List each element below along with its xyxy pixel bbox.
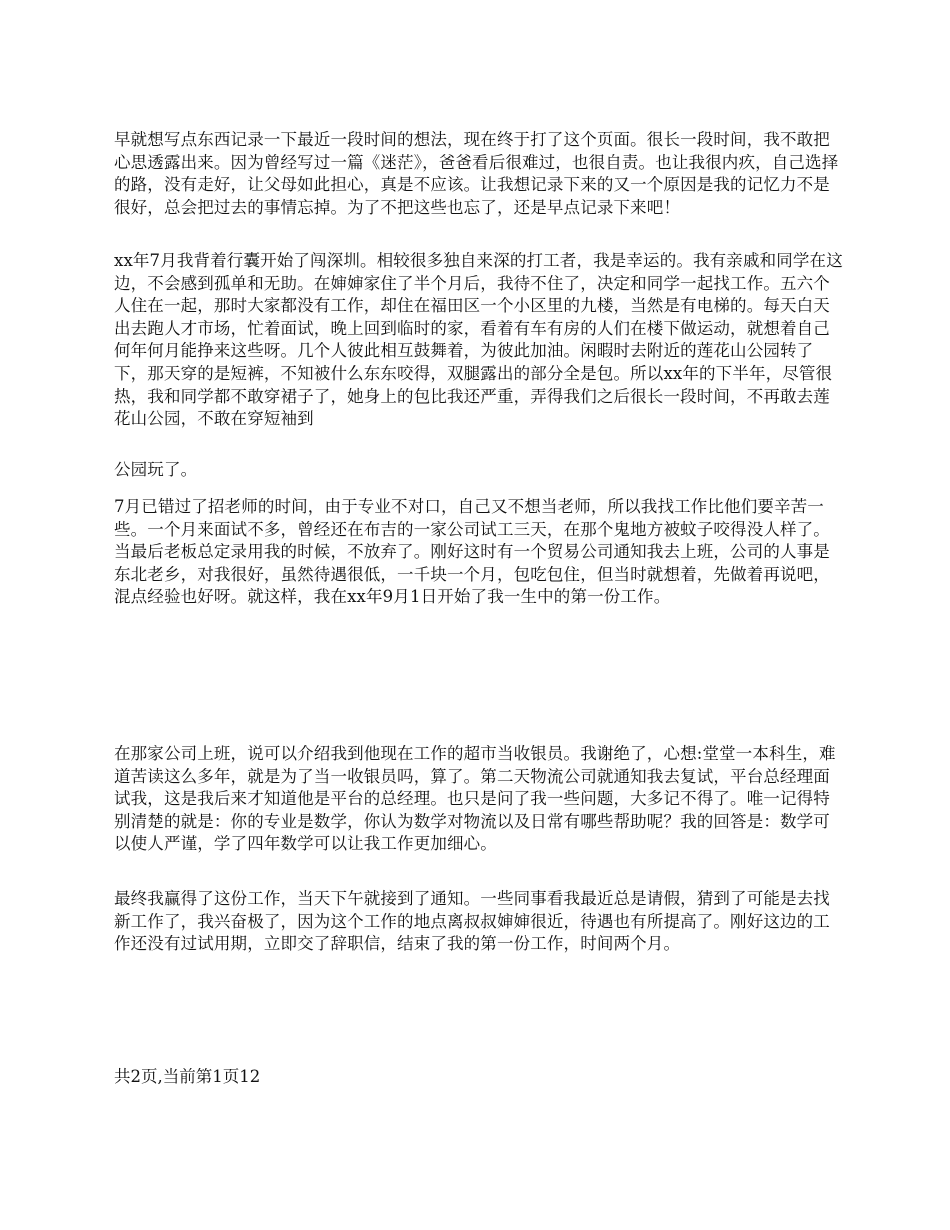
paragraph-interview: 在那家公司上班，说可以介绍我到他现在工作的超市当收银员。我谢绝了，心想:堂堂一本科生，难道苦读这么多年，就是为了当一收银员吗，算了。第二天物流公司就通知我去复试，平台总经理面试我，这是我后来才知道他是平台的总经理。也只是问了我一些问题，大多记不得了。唯一记得特别清楚的就是：你的专业是数学，你认为数学对物流以及日常有哪些帮助呢？我的回答是：数学可以使人严谨，学了四年数学可以让我工作更加细心。: [114, 744, 836, 854]
paragraph-shenzhen: xx年7月我背着行囊开始了闯深圳。相较很多独自来深的打工者，我是幸运的。我有亲戚和同学在这边，不会感到孤单和无助。在婶婶家住了半个月后，我待不住了，决定和同学一起找工作。五六个人住在一起，那时大家都没有工作，却住在福田区一个小区里的九楼，当然是有电梯的。每天白天出去跑人才市场，忙着面试，晚上回到临时的家，看着有车有房的人们在楼下做运动，就想着自己何年何月能挣来这些呀。几个人彼此相互鼓舞着，为彼此加油。闲暇时去附近的莲花山公园转了下，那天穿的是短裤，不知被什么东东咬得，双腿露出的部分全是包。所以xx年的下半年，尽管很热，我和同学都不敢穿裙子了，她身上的包比我还严重，弄得我们之后很长一段时间，不再敢去莲花山公园，不敢在穿短袖到: [114, 251, 843, 429]
paragraph-new-job: 最终我赢得了这份工作，当天下午就接到了通知。一些同事看我最近总是请假，猜到了可能是去找新工作了，我兴奋极了，因为这个工作的地点离叔叔婶婶很近，待遇也有所提高了。刚好这边的工作还没有过试用期，立即交了辞职信，结束了我的第一份工作，时间两个月。: [114, 889, 830, 954]
paragraph-job-search: 7月已错过了招老师的时间，由于专业不对口，自己又不想当老师，所以我找工作比他们要辛苦一些。一个月来面试不多，曾经还在布吉的一家公司试工三天，在那个鬼地方被蚊子咬得没人样了。当最后老板总定录用我的时候，不放弃了。刚好这时有一个贸易公司通知我去上班，公司的人事是东北老乡，对我很好，虽然待遇很低，一千块一个月，包吃包住，但当时就想着，先做着再说吧，混点经验也好呀。就这样，我在xx年9月1日开始了我一生中的第一份工作。: [114, 497, 830, 607]
page-footer: 共2页,当前第1页12: [114, 1067, 261, 1086]
paragraph-intro: 早就想写点东西记录一下最近一段时间的想法，现在终于打了这个页面。很长一段时间，我不敢把心思透露出来。因为曾经写过一篇《迷茫》，爸爸看后很难过，也很自责。也让我很内疚，自己选择的路，没有走好，让父母如此担心，真是不应该。让我想记录下来的又一个原因是我的记忆力不是很好，总会把过去的事情忘掉。为了不把这些也忘了，还是早点记录下来吧！: [114, 130, 839, 217]
paragraph-park: 公园玩了。: [114, 460, 198, 479]
